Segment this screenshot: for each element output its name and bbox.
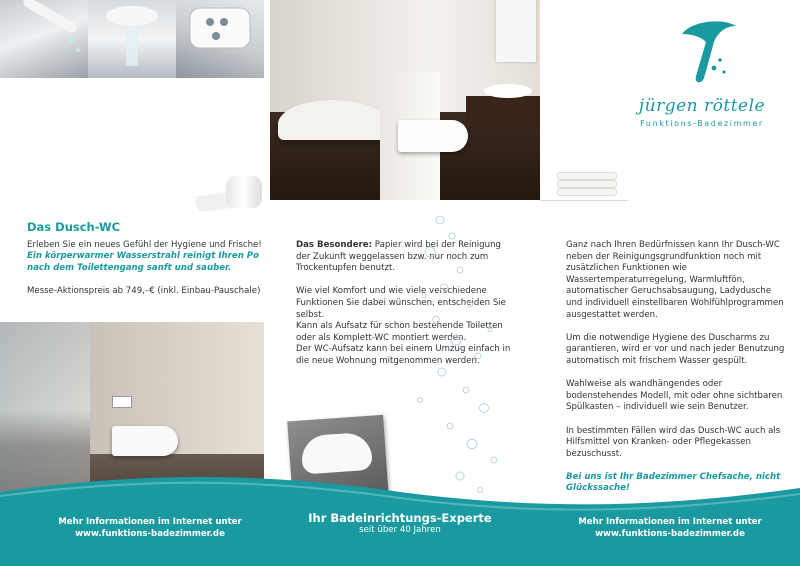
wash-basin (484, 84, 532, 98)
slogan-text: Bei uns ist Ihr Badezimmer Chefsache, nicht Glückssache! (566, 471, 781, 494)
flush-plate (112, 396, 132, 408)
feature-text: Papier wird bei der Reinigung der Zukunft weggelassen bzw. nur noch zum Trockentupfen benutzt. (296, 240, 501, 274)
logo-name: jürgen röttele (638, 96, 766, 116)
remote-control-detail-photo (176, 0, 264, 78)
column-intro (27, 222, 263, 309)
price-text: Messe-Aktionspreis ab 749,–€ (inkl. Einbau-Pauschale) (27, 285, 261, 296)
shower-toilet (398, 120, 468, 152)
column-functions (566, 240, 788, 507)
feature-label: Das Besondere: (296, 240, 373, 250)
highlight-text: Ein körperwarmer Wasserstrahl reinigt Ihren Po nach dem Toilettengang sanft und sauber. (27, 251, 260, 273)
models-text: Wahlweise als wandhängendes oder bodenstehendes Modell, mit oder ohne sichtbaren Spülkasten – individuell wie sein Benutzer. (566, 379, 783, 413)
shower-arm-shape (0, 0, 88, 78)
bathroom-interior-photo (270, 0, 540, 200)
shower-arm-detail-photo (0, 0, 88, 78)
toilet-seat (300, 432, 372, 475)
divider (540, 200, 628, 201)
section-heading: Das Dusch-WC (27, 220, 121, 234)
towel (557, 180, 617, 188)
footer-left (40, 516, 260, 540)
footer-subtitle: seit über 40 Jahren (359, 525, 441, 535)
column-features (296, 240, 514, 368)
subsidy-text: In bestimmten Fällen wird das Dusch-WC auch als Hilfsmittel von Kranken- oder Pflegekassen bezuschusst. (566, 425, 781, 459)
paper-roll (226, 176, 262, 208)
comfort-text: Wie viel Komfort und wie viele verschiedene Funktionen Sie dabei wünschen, entscheiden Sie selbst. (296, 286, 506, 320)
logo-tagline: Funktions-Badezimmer (640, 119, 764, 128)
feature-paragraph (296, 240, 514, 275)
bathtub (278, 100, 388, 140)
footer-website-link[interactable]: www.funktions-badezimmer.de (75, 529, 225, 539)
mounting-text: Kann als Aufsatz für schon bestehende Toiletten oder als Komplett-WC montiert werden. (296, 321, 503, 343)
toilet-roll-photo (196, 172, 266, 214)
company-logo (612, 16, 792, 136)
folded-towels-photo (553, 160, 623, 200)
water-jet-shape (88, 0, 176, 78)
logo-mark-icon (674, 16, 744, 88)
relocation-text: Der WC-Aufsatz kann bei einem Umzug einfach in die neue Wohnung mitgenommen werden. (296, 344, 511, 366)
hygiene-text: Um die notwendige Hygiene des Duscharms zu garantieren, wird er vor und nach jeder Benutzung automatisch mit frischem Wasser gespült. (566, 332, 785, 366)
mirror-cabinet (496, 0, 536, 62)
towel (557, 172, 617, 180)
footer-info-text: Mehr Informationen im Internet unter (58, 517, 242, 527)
functions-text: Ganz nach Ihren Bedürfnissen kann Ihr Dusch-WC neben der Reinigungsgrundfunktion noch mit zusätzlichen Funktionen wie Wassertemperaturregelung, Warmluftfön, automatischer Geruchsabsaugung, Ladydusche und individuell einstellbaren Wohlfühlprogrammen ausgestattet werden. (566, 240, 784, 320)
footer-right (560, 516, 780, 540)
footer-info-text: Mehr Informationen im Internet unter (578, 517, 762, 527)
footer-title: Ihr Badeinrichtungs-Experte (308, 511, 492, 525)
remote-control-shape (176, 0, 264, 78)
water-jet-detail-photo (88, 0, 176, 78)
intro-text: Erleben Sie ein neues Gefühl der Hygiene und Frische! (27, 239, 262, 250)
footer-middle (290, 512, 510, 536)
wall-hung-toilet (112, 426, 178, 456)
towel (557, 188, 617, 196)
vanity-cabinet (466, 96, 540, 130)
footer-website-link[interactable]: www.funktions-badezimmer.de (595, 529, 745, 539)
